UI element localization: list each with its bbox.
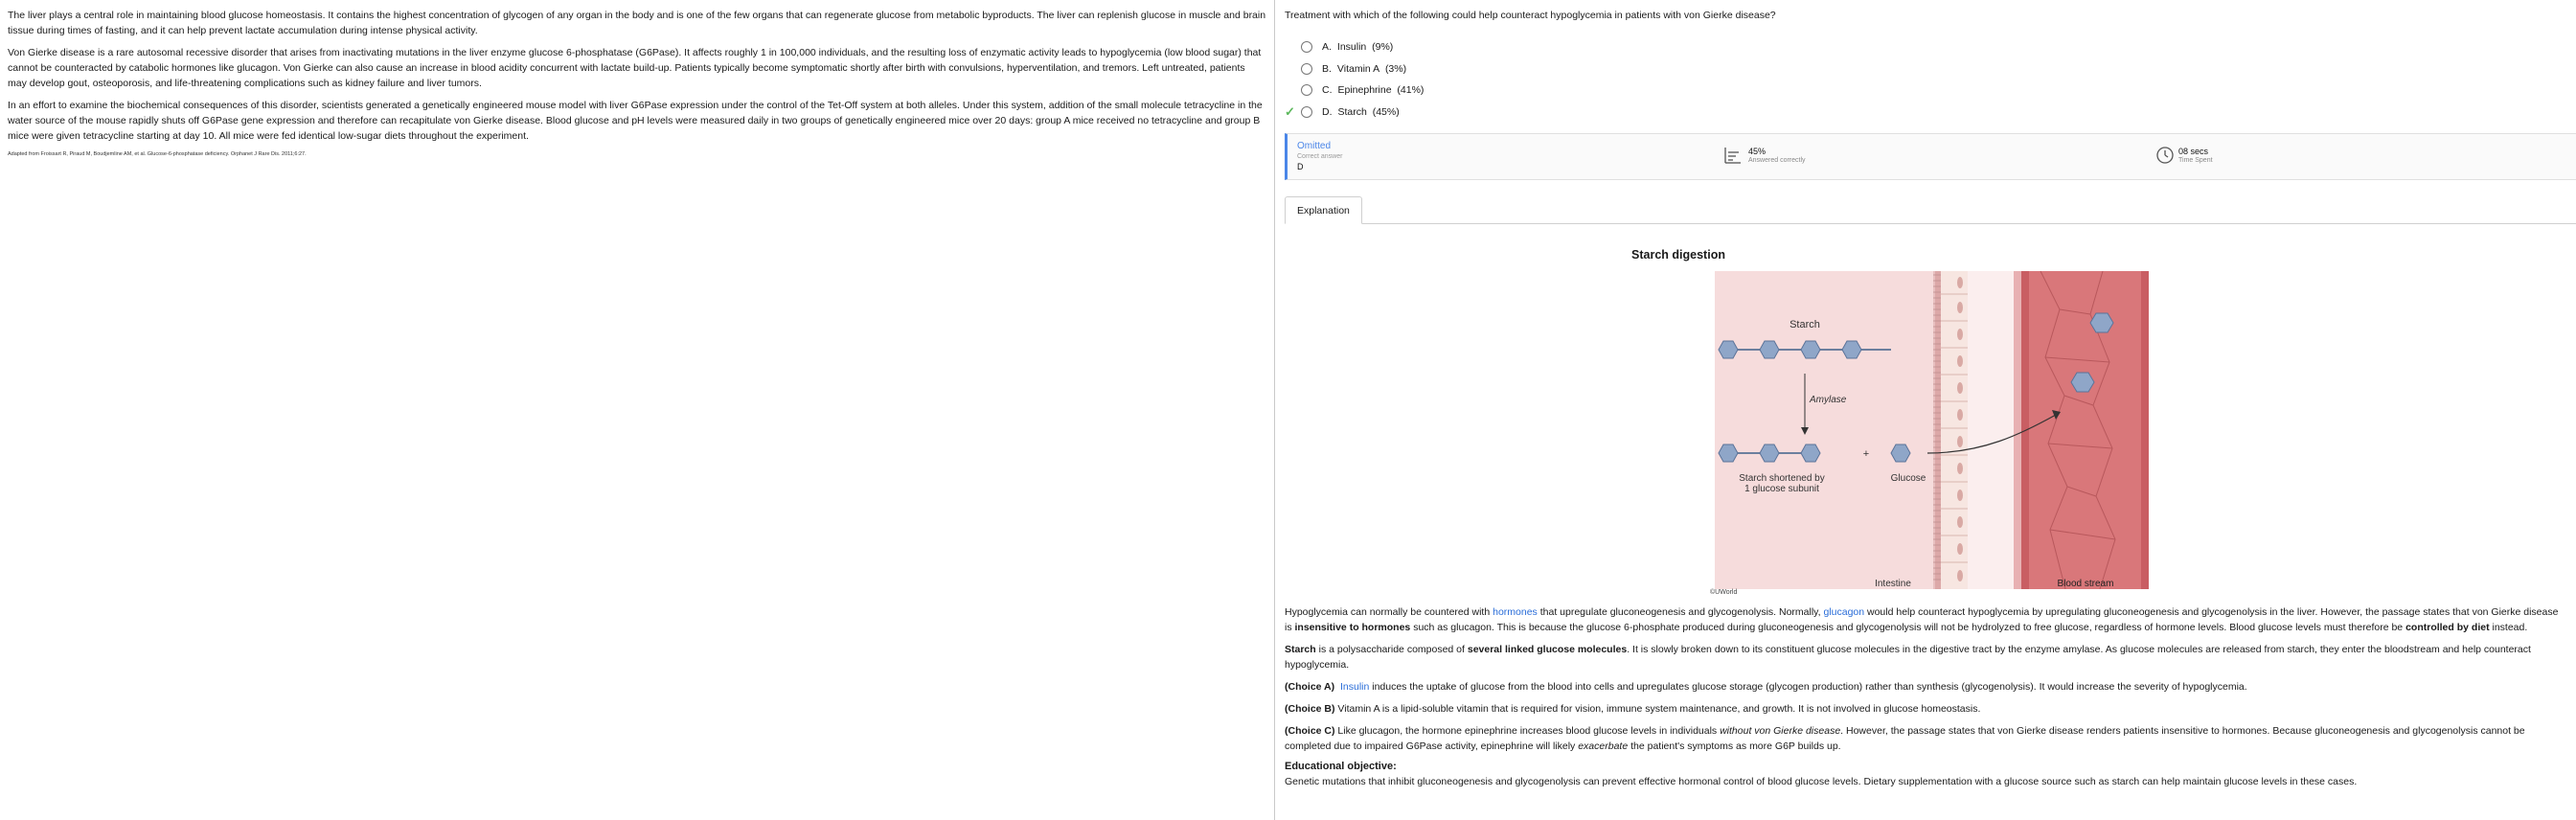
choice-letter: C. (1322, 84, 1333, 97)
hormones-link[interactable]: hormones (1493, 606, 1538, 618)
text-run: induces the uptake of glucose from the blood into cells and upregulates glucose storage (glycogen production) rather than synthesis (glycogenolysis). It would increase the severity of hypoglycemia. (1369, 681, 2247, 693)
intestine-label: Intestine (1875, 579, 1911, 589)
glucagon-link[interactable]: glucagon (1823, 606, 1865, 618)
choice-text: Insulin (1336, 41, 1367, 54)
glucose-label: Glucose (1890, 473, 1926, 484)
choice-text: Vitamin A (1336, 62, 1380, 75)
choice-letter: D. (1322, 105, 1333, 118)
choice-b[interactable] (1285, 58, 1424, 80)
passage-citation: Adapted from Froissart R, Piraud M, Boudjemline AM, et al. Glucose-6-phosphatase deficiency. Orphanet J Rare Dis. 2011;6:27. (8, 151, 307, 157)
radio-button[interactable] (1301, 63, 1312, 75)
text-run: the patient's symptoms as more G6P builds up. (1628, 740, 1841, 752)
text-run: instead. (2489, 622, 2528, 633)
explanation-paragraph-1 (1285, 604, 2564, 635)
percent-correct-stat (1723, 146, 1806, 165)
educational-objective-text: Genetic mutations that inhibit gluconeogenesis and glycogenolysis can prevent effective hormonal control of blood glucose levels. Dietary supplementation with a glucose source such as starch can help maintain glucose levels in these cases. (1285, 776, 2358, 787)
connective-tissue (1968, 271, 2021, 589)
bold-text: Starch (1285, 644, 1316, 655)
figure-title: Starch digestion (1631, 248, 1725, 262)
choice-d[interactable] (1285, 102, 1424, 124)
choice-b-explanation (1285, 701, 2564, 717)
radio-button[interactable] (1301, 106, 1312, 118)
text-run: is a polysaccharide composed of (1315, 644, 1468, 655)
figure-copyright: ©UWorld (1710, 589, 1738, 596)
text-run: that upregulate gluconeogenesis and glycogenolysis. Normally, (1537, 606, 1824, 618)
choice-percent: (9%) (1372, 41, 1394, 54)
choice-label: (Choice A) (1285, 681, 1335, 693)
text-run: would help counteract hypoglycemia by upregulating gluconeogenesis and glycogenolysis in the liver. However, the passage states that von Gierke disease is (1285, 606, 2559, 633)
correct-answer-value: D (1297, 162, 1304, 171)
choice-percent: (41%) (1397, 84, 1425, 97)
choice-c-explanation (1285, 723, 2564, 754)
omitted-status (1297, 141, 1342, 171)
italic-text: without von Gierke disease (1720, 725, 1841, 737)
choice-text: Starch (1337, 105, 1367, 118)
passage-pane (0, 0, 1274, 820)
italic-text: exacerbate (1578, 740, 1629, 752)
text-run: . It is slowly broken down to its constituent glucose molecules in the digestive tract by the enzyme amylase. As glucose molecules are released from starch, they enter the bloodstream and help counteract hypoglycemia. (1285, 644, 2531, 671)
percent-correct-value: 45% (1748, 147, 1767, 156)
correct-answer-label: Correct answer (1297, 153, 1343, 160)
radio-button[interactable] (1301, 84, 1312, 96)
bold-text: several linked glucose molecules (1467, 644, 1628, 655)
tab-explanation[interactable]: Explanation (1285, 196, 1362, 224)
bold-text: controlled by diet (2405, 622, 2490, 633)
answer-choices (1285, 36, 1424, 123)
text-run: such as glucagon. This is because the glucose 6-phosphate produced during gluconeogenesis and glycogenolysis will not be hydrolyzed to free glucose, regardless of hormone levels. Blood glucose levels must therefore be (1410, 622, 2406, 633)
status-label: Omitted (1297, 141, 1332, 151)
text-run: . However, the passage states that von Gierke disease renders patients insensitive to hormones. Because gluconeogenesis and glycogenolysis cannot be completed due to impaired G6Pase activity, epinephrine will likely (1285, 725, 2525, 752)
vessel-wall (2014, 271, 2021, 589)
blood-stream-label: Blood stream (2057, 579, 2114, 589)
choice-label: (Choice C) (1285, 725, 1335, 737)
choice-text: Epinephrine (1337, 84, 1392, 97)
shortened-label-line1: Starch shortened by (1739, 473, 1825, 484)
pane-divider[interactable] (1274, 0, 1275, 820)
passage-paragraph-3: In an effort to examine the biochemical consequences of this disorder, scientists generated a genetically engineered mouse model with liver G6Pase expression under the control of the Tet-Off system at both alleles. Under this system, addition of the small molecule tetracycline in the water source of the mouse rapidly shuts off G6Pase gene expression and therefore can recapitulate von Gierke disease. Blood glucose and pH levels were measured daily in two groups of genetically engineered mice over 20 days: group A mice received no tetracycline and group B mice were given tetracycline starting at day 10. All mice were fed identical low-sugar diets throughout the experiment. (8, 100, 1263, 142)
result-stats-bar (1285, 133, 2576, 180)
question-stem: Treatment with which of the following could help counteract hypoglycemia in patients with von Gierke disease? (1285, 10, 1776, 21)
insulin-link[interactable]: Insulin (1339, 681, 1370, 693)
passage-paragraph-1: The liver plays a central role in maintaining blood glucose homeostasis. It contains the highest concentration of glycogen of any organ in the body and is one of the few organs that can regenerate glucose from metabolic byproducts. The liver can replenish glucose in muscle and brain tissue during times of fasting, and it can help prevent lactate accumulation during intense physical activity. (8, 10, 1266, 36)
microvilli (1933, 271, 1941, 589)
explanation-body (1285, 604, 2564, 796)
correct-check-icon: ✓ (1285, 103, 1295, 119)
amylase-label: Amylase (1810, 395, 1847, 405)
plus-sign: + (1862, 448, 1870, 460)
time-spent-value: 08 secs (2178, 147, 2209, 156)
shortened-starch-chain (1719, 444, 1820, 462)
time-spent-label: Time Spent (2178, 157, 2213, 164)
radio-button[interactable] (1301, 41, 1312, 53)
text-run: Hypoglycemia can normally be countered with (1285, 606, 1493, 618)
question-pane (1285, 0, 2576, 820)
percent-correct-label: Answered correctly (1748, 157, 1806, 164)
shortened-label-line2: 1 glucose subunit (1744, 484, 1819, 494)
intestinal-epithelium (1941, 271, 1968, 589)
bold-text: insensitive to hormones (1294, 622, 1411, 633)
clock-icon (2155, 146, 2175, 165)
choice-c[interactable] (1285, 80, 1424, 102)
starch-digestion-figure (1715, 271, 2149, 589)
text-run: Like glucagon, the hormone epinephrine increases blood glucose levels in individuals (1334, 725, 1721, 737)
bar-chart-icon (1723, 146, 1743, 165)
starch-label: Starch (1790, 319, 1820, 330)
choice-percent: (45%) (1372, 105, 1400, 118)
choice-a[interactable] (1285, 36, 1424, 58)
educational-objective-heading: Educational objective: (1285, 761, 1397, 772)
choice-a-explanation (1285, 679, 2564, 695)
tab-bar (1285, 196, 2576, 224)
text-run: Vitamin A is a lipid-soluble vitamin that is required for vision, immune system maintenance, and growth. It is not involved in glucose homeostasis. (1334, 703, 1981, 715)
blood-vessel (2021, 271, 2149, 589)
time-spent-stat (2155, 146, 2213, 165)
passage-paragraph-2: Von Gierke disease is a rare autosomal recessive disorder that arises from inactivating mutations in the liver enzyme glucose 6-phosphatase (G6Pase). It affects roughly 1 in 100,000 individuals, and the resulting loss of enzymatic activity leads to hypoglycemia (low blood sugar) that cannot be counteracted by catabolic hormones like glucagon. Von Gierke can also cause an increase in blood acidity concurrent with lactate build-up. Patients typically become symptomatic shortly after birth with convulsions, hyperventilation, and tremors. Left untreated, patients may develop gout, osteoporosis, and life-threatening complications such as kidney failure and liver tumors. (8, 47, 1262, 89)
choice-letter: B. (1322, 62, 1332, 75)
glucose-molecule (1891, 444, 1910, 462)
choice-percent: (3%) (1384, 62, 1407, 75)
intestine-lumen (1715, 271, 1939, 589)
explanation-paragraph-2 (1285, 642, 2564, 672)
choice-letter: A. (1322, 41, 1332, 54)
choice-label: (Choice B) (1285, 703, 1335, 715)
